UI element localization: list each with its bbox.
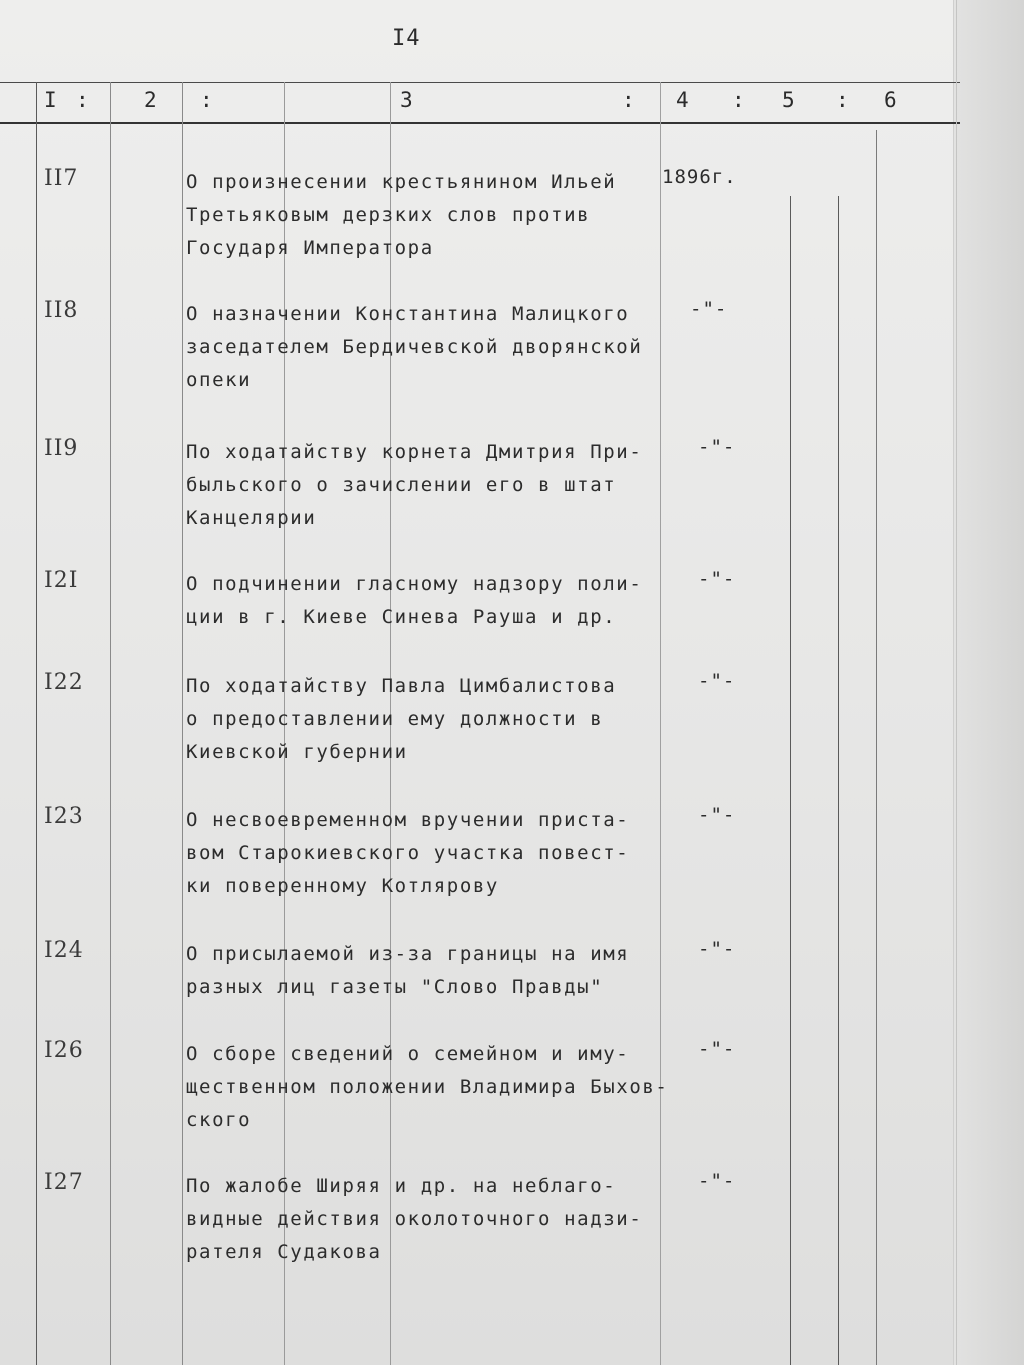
row-title: О назначении Константина Малицкого заседателем Бердичевской дворянской опеки bbox=[186, 303, 643, 391]
column-header-2: 2 bbox=[144, 88, 157, 112]
column-separator: : bbox=[200, 88, 213, 112]
row-title: По ходатайству Павла Цимбалистова о предоставлении ему должности в Киевской губернии bbox=[186, 675, 617, 763]
column-divider bbox=[36, 82, 37, 1365]
column-separator: : bbox=[836, 88, 849, 112]
column-divider bbox=[790, 196, 791, 1365]
row-number: I27 bbox=[44, 1170, 84, 1195]
column-header-3: 3 bbox=[400, 88, 413, 112]
row-date: -"- bbox=[690, 298, 728, 320]
column-header-row bbox=[0, 88, 960, 118]
row-number: I23 bbox=[44, 804, 84, 829]
column-divider bbox=[838, 196, 839, 1365]
column-header-4: 4 bbox=[676, 88, 689, 112]
column-divider bbox=[876, 130, 877, 1365]
row-title: По ходатайству корнета Дмитрия При- быльского о зачислении его в штат Канцелярии bbox=[186, 441, 643, 529]
row-date: -"- bbox=[698, 670, 736, 692]
sheet-edge-line bbox=[956, 0, 957, 1365]
row-date: 1896г. bbox=[662, 166, 737, 188]
row-number: I24 bbox=[44, 938, 84, 963]
row-title: О несвоевременном вручении пристa- вом Старокиевского участка повест- ки поверенному Котлярову bbox=[186, 809, 630, 897]
row-number: I22 bbox=[44, 670, 84, 695]
header-bottom-rule bbox=[0, 122, 960, 124]
row-date: -"- bbox=[698, 436, 736, 458]
page-number: I4 bbox=[392, 26, 421, 51]
column-header-6: 6 bbox=[884, 88, 897, 112]
column-separator: : bbox=[622, 88, 635, 112]
row-date: -"- bbox=[698, 938, 736, 960]
column-separator: : bbox=[76, 88, 89, 112]
row-number: II9 bbox=[44, 436, 79, 461]
underlying-sheet-edge bbox=[953, 0, 1024, 1365]
column-header-1: I bbox=[44, 88, 57, 112]
row-title: О сборе сведений о семейном и иму- щественном положении Владимира Быхов- ского bbox=[186, 1043, 669, 1131]
column-separator: : bbox=[732, 88, 745, 112]
column-divider bbox=[182, 82, 183, 1365]
row-title: По жалобе Ширяя и др. на неблаго- видные действия околоточного надзи- рателя Судакова bbox=[186, 1175, 643, 1263]
row-title: О подчинении гласному надзору поли- ции в г. Киеве Синева Рауша и др. bbox=[186, 573, 643, 628]
row-date: -"- bbox=[698, 568, 736, 590]
row-number: II8 bbox=[44, 298, 79, 323]
row-date: -"- bbox=[698, 804, 736, 826]
row-title: О присылаемой из-за границы на имя разных лиц газеты "Слово Правды" bbox=[186, 943, 630, 998]
column-header-5: 5 bbox=[782, 88, 795, 112]
row-number: I26 bbox=[44, 1038, 84, 1063]
row-date: -"- bbox=[698, 1038, 736, 1060]
row-date: -"- bbox=[698, 1170, 736, 1192]
row-number: II7 bbox=[44, 166, 79, 191]
row-title: О произнесении крестьянином Ильей Третьяковым дерзких слов против Государя Императора bbox=[186, 171, 617, 259]
header-top-rule bbox=[0, 82, 960, 83]
row-number: I2I bbox=[44, 568, 79, 593]
